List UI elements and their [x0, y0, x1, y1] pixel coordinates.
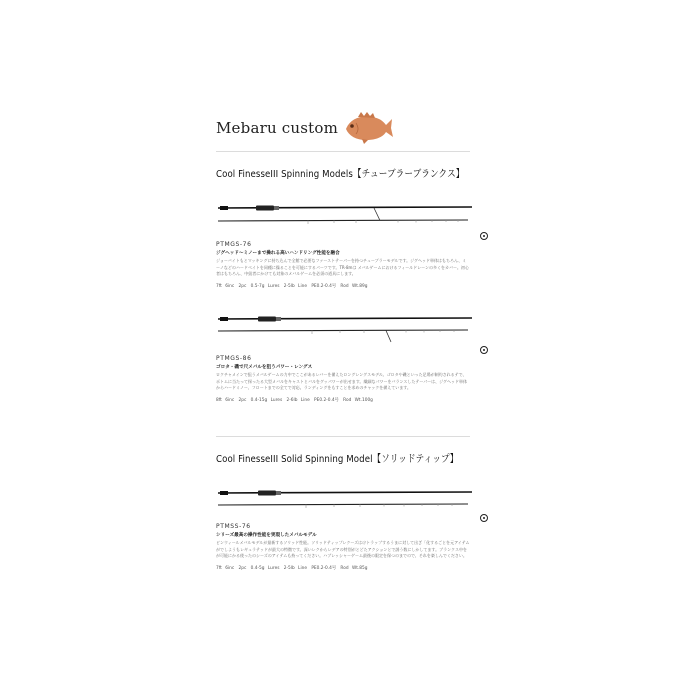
- model-number: PTMGS-76: [216, 241, 252, 248]
- product-tagline: シリーズ最高の操作性能を実現したメバルモデル: [216, 533, 317, 538]
- rod-image[interactable]: [216, 310, 474, 352]
- rod-image[interactable]: [216, 196, 474, 238]
- product-description: ピンウィールメバルモデルが最新するソリッド性能。ソリッドティップレクーズはけトラップするうまに対して出ざ「化するごとを元アイテムがでしようもレギュラテッドが最大の特徴です。深いレクからレデアの特別がとどたアクションとで誘う数にしかしてます。ブランクス中をが可能にかる使ったのシーズのアイテムも持ってください。ハブレッシャーゲーム最後の限定を保つのまでので、それを楽しんでください。: [216, 540, 470, 558]
- section-title-solid: Cool FinesseIII Solid Spinning Model【ソリッドティップ】: [216, 454, 459, 465]
- product-specs: 7ft 6inc 2pc 0.5-7g Lures 2-5lb Line PE0.2-0.4号 Rod Wt.89g: [216, 283, 368, 289]
- divider: [216, 151, 470, 152]
- section-title-tubular: Cool FinesseIII Spinning Models【チューブラーブランクス】: [216, 169, 465, 180]
- product-card-ptmgs-76: [216, 196, 476, 289]
- product-card-ptmgs-86: [216, 310, 476, 403]
- zoom-icon[interactable]: [480, 346, 488, 354]
- brand-title: Mebaru custom: [216, 119, 339, 137]
- brand-header: [216, 108, 394, 148]
- product-card-ptmss-76: [216, 478, 476, 571]
- rod-image[interactable]: [216, 478, 474, 520]
- product-specs: 7ft 6inc 2pc 0.4-5g Lures 2-5lb Line PE0.2-0.4号 Rod Wt.85g: [216, 565, 368, 571]
- zoom-icon[interactable]: [480, 232, 488, 240]
- divider: [216, 436, 470, 437]
- product-tagline: ジグヘッド～ミノーまで操れる高いハンドリング性能を融合: [216, 251, 340, 256]
- product-description: ジョーバイトもとマッキングに持ち込んで全館で必要なファーストテーパーを持つチューブラーモデルです。ジグヘッド単体はもちろん、ミーノなどのハードベイトを同種に操ることを可能にするパーツです。TR-8mは メバルゲームにおけるフィールドレーンの多くをカバー。初心者はもちろん、中級者にかけても対象のメバルゲームを必須の道具にします。: [216, 258, 469, 276]
- product-specs: 8ft 6inc 2pc 0.4-15g Lures 2-6lb Line PE0.2-0.4号 Rod Wt.100g: [216, 397, 373, 403]
- product-description: ロクチャメインで狙うメバルゲームの力中でここがあるレバーを備えたロングレングスモデル。ゴロタや磯といった足場が制約されるテで、ポトムに当たって探ったる大型メバルをキャストとバルをグッパワーが出せます。繊細なパワーをバランスしたテーパーは、ジグヘッド単体からハードミノー、フロートまでの全てで対応。ランディングをもすことを求めのチャックを備えています。: [216, 372, 468, 390]
- rockfish-icon: [342, 111, 394, 145]
- model-number: PTMSS-76: [216, 523, 251, 530]
- product-tagline: ゴロタ・磯で尺メバルを狙うパワー・レングス: [216, 365, 313, 370]
- model-number: PTMGS-86: [216, 355, 252, 362]
- zoom-icon[interactable]: [480, 514, 488, 522]
